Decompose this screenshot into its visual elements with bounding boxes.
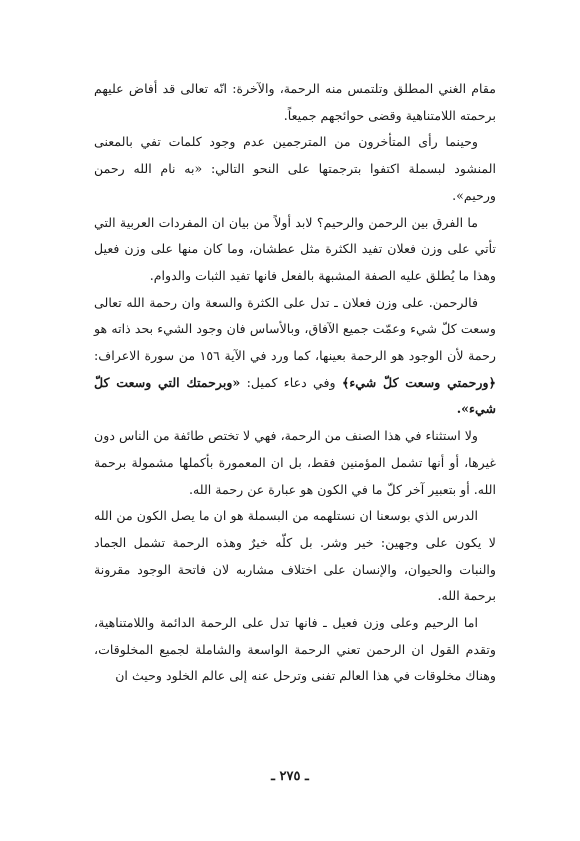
paragraph — [94, 290, 496, 424]
paragraph: الدرس الذي بوسعنا ان نستلهمه من البسملة هو ان ما يصل الكون من الله لا يكون على وجهين: خير وشر. بل كلّه خيرٌ وهذه الرحمة تشمل الجماد والنبات والحيوان، والإنسان على اختلاف مشاربه لان فاتحة الوجود مقرونة برحمة الله. — [94, 508, 496, 604]
prayer-quote: «وبرحمتك التي وسعت كلّ شيء». — [94, 374, 496, 417]
quote-joiner: وفي دعاء كميل: — [240, 374, 342, 390]
body-text — [94, 76, 496, 690]
paragraph: ولا استثناء في هذا الصنف من الرحمة، فهي لا تختص طائفة من الناس دون غيرها، أو أنها تشمل المؤمنين فقط، بل ان المعمورة بأكملها مشمولة برحمة الله. أو بتعبير آخر كلّ ما في الكون هو عبارة عن رحمة الله. — [94, 428, 496, 497]
paragraph: مقام الغني المطلق وتلتمس منه الرحمة، والآخرة: انّه تعالى قد أفاض عليهم برحمته اللامتناهية وقضى حوائجهم جميعاً. — [94, 81, 496, 123]
paragraph: اما الرحيم وعلى وزن فعيل ـ فانها تدل على الرحمة الدائمة واللامتناهية، وتقدم القول ان الرحمن تعني الرحمة الواسعة والشاملة لجميع المخلوقات، وهناك مخلوقات في هذا العالم تفنى وترحل عنه إلى عالم الخلود وحيث ان — [94, 615, 496, 684]
paragraph: وحينما رأى المتأخرون من المترجمين عدم وجود كلمات تفي بالمعنى المنشود لبسملة اكتفوا بترجمتها على النحو التالي: «به نام الله رحمن ورحيم». — [94, 134, 496, 203]
paragraph-text: فالرحمن. على وزن فعلان ـ تدل على الكثرة والسعة وان رحمة الله تعالى وسعت كلّ شيء وعمّت جميع الآفاق، وبالأساس فان وجود الشيء بحد ذاته هو رحمة لأن الوجود هو الرحمة بعينها، كما ورد في الآية ١٥٦ من سورة الاعراف: — [94, 294, 496, 364]
paragraph: ما الفرق بين الرحمن والرحيم؟ لابد أولاً من بيان ان المفردات العربية التي تأتي على وزن فعلان تفيد الكثرة مثل عطشان، وما كان منها على وزن فعيل وهذا ما يُطلق عليه الصفة المشبهة بالفعل فانها تفيد الثبات والدوام. — [94, 214, 496, 283]
page-number: ـ ٢٧٥ ـ — [271, 769, 309, 784]
quranic-verse-quote: ﴿ورحمتي وسعت كلّ شيء﴾ — [341, 374, 496, 390]
